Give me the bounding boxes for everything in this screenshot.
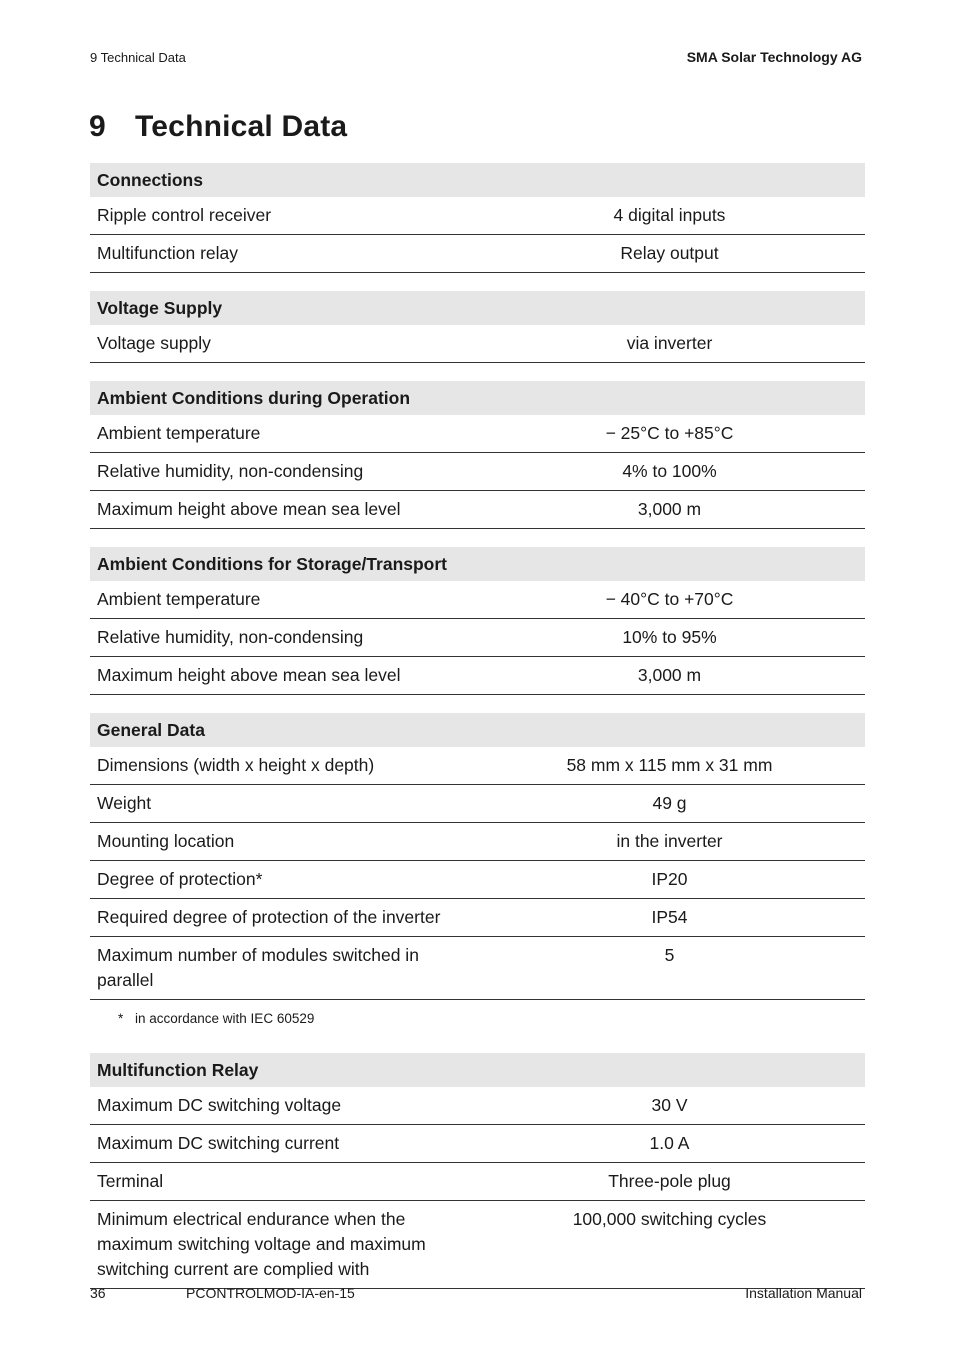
footnote (90, 1000, 865, 1035)
spec-table-heading: General Data (90, 713, 865, 747)
spec-parameter: Ripple control receiver (90, 197, 474, 235)
spec-value: 10% to 95% (474, 619, 865, 657)
spec-row (90, 453, 865, 491)
spec-table-multifunction-relay (90, 1053, 865, 1289)
spec-parameter: Mounting location (90, 823, 474, 861)
spec-table-heading: Connections (90, 163, 865, 197)
spec-table-header-row (90, 381, 865, 415)
spec-table-body (90, 325, 865, 363)
spec-row (90, 235, 865, 273)
section-gap (90, 1035, 865, 1053)
spec-parameter: Minimum electrical endurance when the maximum switching voltage and maximum switching current are complied with (90, 1201, 474, 1289)
spec-value: 30 V (474, 1087, 865, 1125)
spec-value: 4% to 100% (474, 453, 865, 491)
spec-value: via inverter (474, 325, 865, 363)
spec-parameter: Dimensions (width x height x depth) (90, 747, 474, 785)
spec-value: IP54 (474, 899, 865, 937)
running-header-chapter: 9 Technical Data (90, 50, 186, 65)
spec-value: 3,000 m (474, 657, 865, 695)
spec-table-heading: Multifunction Relay (90, 1053, 865, 1087)
spec-parameter: Maximum DC switching current (90, 1125, 474, 1163)
spec-row (90, 747, 865, 785)
spec-parameter: Weight (90, 785, 474, 823)
spec-row (90, 1201, 865, 1289)
spec-sections (90, 163, 865, 1000)
spec-parameter: Voltage supply (90, 325, 474, 363)
spec-row (90, 657, 865, 695)
chapter-title: Technical Data (135, 110, 348, 143)
spec-table-general-data (90, 713, 865, 1000)
spec-table-header-row (90, 291, 865, 325)
page-title (89, 110, 347, 144)
section-gap (90, 363, 865, 381)
spec-value: − 25°C to +85°C (474, 415, 865, 453)
spec-table-heading: Ambient Conditions during Operation (90, 381, 865, 415)
footnote-text: in accordance with IEC 60529 (135, 1011, 315, 1026)
spec-value: IP20 (474, 861, 865, 899)
spec-parameter: Relative humidity, non-condensing (90, 453, 474, 491)
spec-parameter: Maximum number of modules switched in parallel (90, 937, 474, 1000)
spec-value: 1.0 A (474, 1125, 865, 1163)
spec-row (90, 899, 865, 937)
spec-table-voltage-supply (90, 291, 865, 363)
spec-table-heading: Voltage Supply (90, 291, 865, 325)
spec-parameter: Ambient temperature (90, 415, 474, 453)
spec-parameter: Degree of protection* (90, 861, 474, 899)
spec-table-header-row (90, 1053, 865, 1087)
running-header-company: SMA Solar Technology AG (686, 49, 862, 65)
spec-parameter: Required degree of protection of the inverter (90, 899, 474, 937)
page-number: 36 (90, 1285, 106, 1301)
section-gap (90, 273, 865, 291)
spec-table-body (90, 197, 865, 273)
spec-row (90, 415, 865, 453)
spec-table-heading: Ambient Conditions for Storage/Transport (90, 547, 865, 581)
spec-value: 49 g (474, 785, 865, 823)
spec-parameter: Maximum height above mean sea level (90, 491, 474, 529)
spec-table-header-row (90, 713, 865, 747)
spec-table-body (90, 581, 865, 695)
spec-row (90, 937, 865, 1000)
spec-row (90, 325, 865, 363)
spec-row (90, 1125, 865, 1163)
section-gap (90, 529, 865, 547)
spec-row (90, 1163, 865, 1201)
spec-row (90, 1087, 865, 1125)
chapter-number: 9 (89, 110, 106, 143)
spec-row (90, 619, 865, 657)
spec-row (90, 581, 865, 619)
spec-row (90, 823, 865, 861)
spec-parameter: Relative humidity, non-condensing (90, 619, 474, 657)
document-type: Installation Manual (745, 1285, 862, 1301)
section-gap (90, 695, 865, 713)
spec-parameter: Ambient temperature (90, 581, 474, 619)
spec-table-ambient-conditions-for-storage-transport (90, 547, 865, 695)
spec-row (90, 491, 865, 529)
spec-parameter: Maximum DC switching voltage (90, 1087, 474, 1125)
footnote-mark: * (118, 1011, 124, 1026)
spec-value: 3,000 m (474, 491, 865, 529)
spec-table-header-row (90, 163, 865, 197)
technical-data-content (90, 163, 865, 1289)
spec-table-body (90, 415, 865, 529)
spec-value: 5 (474, 937, 865, 1000)
spec-value: 58 mm x 115 mm x 31 mm (474, 747, 865, 785)
spec-parameter: Terminal (90, 1163, 474, 1201)
spec-table-body (90, 1087, 865, 1289)
spec-value: Three-pole plug (474, 1163, 865, 1201)
spec-value: 4 digital inputs (474, 197, 865, 235)
spec-value: − 40°C to +70°C (474, 581, 865, 619)
spec-parameter: Maximum height above mean sea level (90, 657, 474, 695)
spec-table-ambient-conditions-during-operation (90, 381, 865, 529)
spec-row (90, 785, 865, 823)
spec-table-header-row (90, 547, 865, 581)
document-id: PCONTROLMOD-IA-en-15 (186, 1285, 355, 1301)
spec-value: 100,000 switching cycles (474, 1201, 865, 1289)
spec-parameter: Multifunction relay (90, 235, 474, 273)
spec-value: Relay output (474, 235, 865, 273)
spec-row (90, 861, 865, 899)
spec-row (90, 197, 865, 235)
spec-table-connections (90, 163, 865, 273)
spec-table-body (90, 747, 865, 1000)
spec-value: in the inverter (474, 823, 865, 861)
